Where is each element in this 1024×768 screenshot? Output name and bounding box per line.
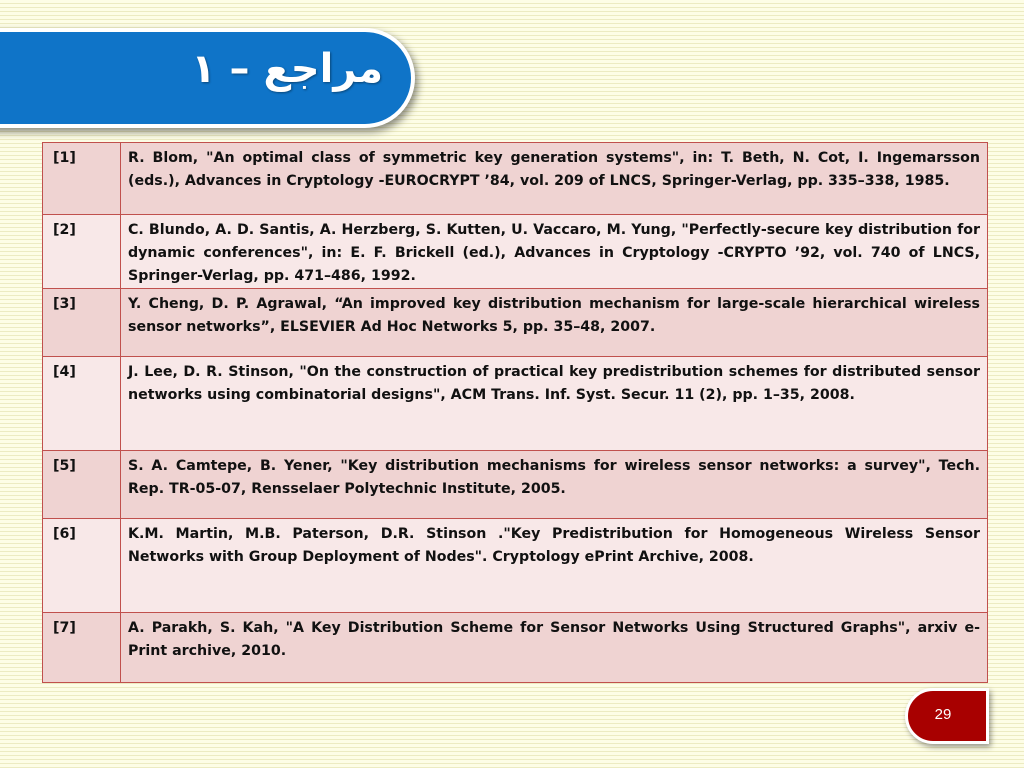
title-banner [0, 28, 415, 128]
references-table [42, 142, 988, 683]
reference-text: J. Lee, D. R. Stinson, "On the construction of practical key predistribution schemes for distributed sensor networks using combinatorial designs", ACM Trans. Inf. Syst. Secur. 11 (2), pp. 1–35, 2008. [121, 357, 988, 451]
slide-title: مراجع – ۱ [191, 46, 383, 92]
page-number: 29 [934, 706, 952, 723]
reference-row [43, 613, 988, 683]
reference-text: K.M. Martin, M.B. Paterson, D.R. Stinson ."Key Predistribution for Homogeneous Wireless Sensor Networks with Group Deployment of Nodes". Cryptology ePrint Archive, 2008. [121, 519, 988, 613]
reference-row [43, 215, 988, 289]
reference-text: C. Blundo, A. D. Santis, A. Herzberg, S. Kutten, U. Vaccaro, M. Yung, "Perfectly-secure key distribution for dynamic conferences", in: E. F. Brickell (ed.), Advances in Cryptology -CRYPTO ’92, vol. 740 of LNCS, Springer-Verlag, pp. 471–486, 1992. [121, 215, 988, 289]
reference-number: [3] [43, 289, 121, 357]
reference-text: R. Blom, "An optimal class of symmetric key generation systems", in: T. Beth, N. Cot, I. Ingemarsson (eds.), Advances in Cryptology -EUROCRYPT ’84, vol. 209 of LNCS, Springer-Verlag, pp. 335–338, 1985. [121, 143, 988, 215]
reference-number: [2] [43, 215, 121, 289]
reference-number: [1] [43, 143, 121, 215]
reference-text: A. Parakh, S. Kah, "A Key Distribution Scheme for Sensor Networks Using Structured Graphs", arxiv e-Print archive, 2010. [121, 613, 988, 683]
reference-number: [5] [43, 451, 121, 519]
reference-number: [7] [43, 613, 121, 683]
page-number-badge [905, 688, 989, 744]
reference-row [43, 357, 988, 451]
reference-row [43, 519, 988, 613]
reference-row [43, 451, 988, 519]
reference-row [43, 289, 988, 357]
reference-number: [4] [43, 357, 121, 451]
reference-number: [6] [43, 519, 121, 613]
reference-text: S. A. Camtepe, B. Yener, "Key distribution mechanisms for wireless sensor networks: a survey", Tech. Rep. TR-05-07, Rensselaer Polytechnic Institute, 2005. [121, 451, 988, 519]
reference-text: Y. Cheng, D. P. Agrawal, “An improved key distribution mechanism for large-scale hierarchical wireless sensor networks”, ELSEVIER Ad Hoc Networks 5, pp. 35–48, 2007. [121, 289, 988, 357]
reference-row [43, 143, 988, 215]
